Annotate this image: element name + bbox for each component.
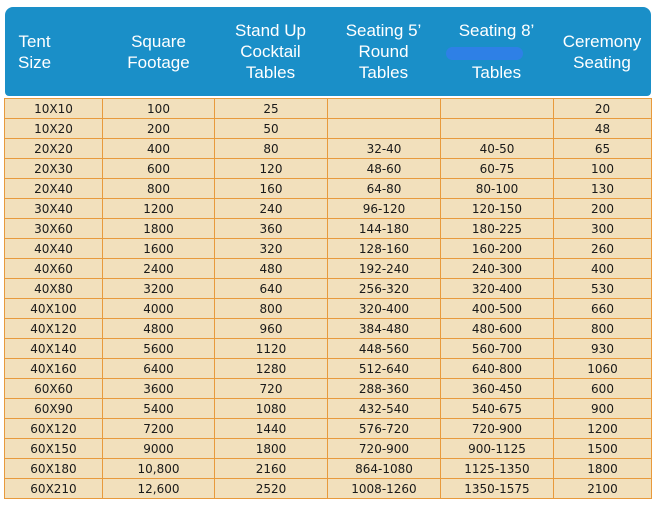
- table-row: [5, 239, 652, 259]
- cell-seating-8-tables: 360-450: [441, 379, 554, 399]
- cell-square-footage: 1200: [103, 199, 215, 219]
- cell-seating-5-round: 864-1080: [328, 459, 441, 479]
- cell-cocktail-tables: 320: [215, 239, 328, 259]
- cell-ceremony-seating: 660: [554, 299, 652, 319]
- cell-square-footage: 7200: [103, 419, 215, 439]
- cell-tent-size: 40X160: [5, 359, 103, 379]
- cell-seating-8-tables: 320-400: [441, 279, 554, 299]
- header-square-footage: Square Footage: [127, 31, 190, 72]
- cell-tent-size: 30X60: [5, 219, 103, 239]
- tent-capacity-table: [4, 98, 652, 499]
- cell-seating-5-round: 288-360: [328, 379, 441, 399]
- table-row: [5, 419, 652, 439]
- table-row: [5, 179, 652, 199]
- cell-square-footage: 4800: [103, 319, 215, 339]
- table-body: [5, 99, 652, 499]
- cell-ceremony-seating: 930: [554, 339, 652, 359]
- cell-ceremony-seating: 1500: [554, 439, 652, 459]
- cell-tent-size: 40X120: [5, 319, 103, 339]
- cell-seating-5-round: 1008-1260: [328, 479, 441, 499]
- cell-seating-8-tables: 160-200: [441, 239, 554, 259]
- table-row: [5, 119, 652, 139]
- cell-ceremony-seating: 100: [554, 159, 652, 179]
- cell-cocktail-tables: 25: [215, 99, 328, 119]
- cell-ceremony-seating: 800: [554, 319, 652, 339]
- header-tent-size: Tent Size: [18, 31, 52, 72]
- cell-seating-5-round: 144-180: [328, 219, 441, 239]
- cell-cocktail-tables: 1280: [215, 359, 328, 379]
- cell-seating-5-round: 320-400: [328, 299, 441, 319]
- cell-cocktail-tables: 2520: [215, 479, 328, 499]
- cell-cocktail-tables: 240: [215, 199, 328, 219]
- table-row: [5, 259, 652, 279]
- cell-tent-size: 60X150: [5, 439, 103, 459]
- cell-seating-5-round: [328, 99, 441, 119]
- table-row: [5, 279, 652, 299]
- cell-tent-size: 10X10: [5, 99, 103, 119]
- cell-seating-5-round: 32-40: [328, 139, 441, 159]
- table-row: [5, 219, 652, 239]
- cell-seating-5-round: 128-160: [328, 239, 441, 259]
- cell-seating-8-tables: 60-75: [441, 159, 554, 179]
- cell-cocktail-tables: 80: [215, 139, 328, 159]
- table-row: [5, 319, 652, 339]
- redaction-blot: [446, 47, 523, 60]
- cell-tent-size: 60X210: [5, 479, 103, 499]
- cell-seating-5-round: 512-640: [328, 359, 441, 379]
- table-row: [5, 439, 652, 459]
- cell-cocktail-tables: 1120: [215, 339, 328, 359]
- cell-cocktail-tables: 2160: [215, 459, 328, 479]
- cell-tent-size: 30X40: [5, 199, 103, 219]
- table-row: [5, 359, 652, 379]
- cell-ceremony-seating: 260: [554, 239, 652, 259]
- cell-seating-5-round: 576-720: [328, 419, 441, 439]
- cell-square-footage: 9000: [103, 439, 215, 459]
- table-row: [5, 199, 652, 219]
- cell-square-footage: 100: [103, 99, 215, 119]
- cell-square-footage: 200: [103, 119, 215, 139]
- cell-seating-8-tables: 560-700: [441, 339, 554, 359]
- table-row: [5, 459, 652, 479]
- table-row: [5, 399, 652, 419]
- cell-ceremony-seating: 1060: [554, 359, 652, 379]
- cell-seating-8-tables: [441, 119, 554, 139]
- cell-tent-size: 40X60: [5, 259, 103, 279]
- cell-tent-size: 60X90: [5, 399, 103, 419]
- cell-cocktail-tables: 960: [215, 319, 328, 339]
- header-ceremony-seating: Ceremony Seating: [562, 31, 642, 72]
- cell-square-footage: 1600: [103, 239, 215, 259]
- table-row: [5, 139, 652, 159]
- cell-tent-size: 60X60: [5, 379, 103, 399]
- cell-seating-8-tables: 80-100: [441, 179, 554, 199]
- cell-cocktail-tables: 720: [215, 379, 328, 399]
- cell-seating-8-tables: 480-600: [441, 319, 554, 339]
- cell-seating-5-round: 64-80: [328, 179, 441, 199]
- table-row: [5, 299, 652, 319]
- cell-cocktail-tables: 1440: [215, 419, 328, 439]
- cell-tent-size: 60X180: [5, 459, 103, 479]
- cell-square-footage: 10,800: [103, 459, 215, 479]
- cell-cocktail-tables: 120: [215, 159, 328, 179]
- cell-ceremony-seating: 48: [554, 119, 652, 139]
- cell-seating-8-tables: 240-300: [441, 259, 554, 279]
- cell-ceremony-seating: 130: [554, 179, 652, 199]
- cell-tent-size: 10X20: [5, 119, 103, 139]
- cell-seating-5-round: 448-560: [328, 339, 441, 359]
- cell-seating-8-tables: 180-225: [441, 219, 554, 239]
- cell-seating-8-tables: 900-1125: [441, 439, 554, 459]
- cell-tent-size: 40X140: [5, 339, 103, 359]
- cell-seating-5-round: 48-60: [328, 159, 441, 179]
- cell-seating-5-round: 192-240: [328, 259, 441, 279]
- cell-tent-size: 20X20: [5, 139, 103, 159]
- table-row: [5, 379, 652, 399]
- cell-square-footage: 5600: [103, 339, 215, 359]
- cell-cocktail-tables: 640: [215, 279, 328, 299]
- cell-cocktail-tables: 480: [215, 259, 328, 279]
- cell-ceremony-seating: 600: [554, 379, 652, 399]
- cell-cocktail-tables: 1080: [215, 399, 328, 419]
- cell-cocktail-tables: 800: [215, 299, 328, 319]
- cell-ceremony-seating: 900: [554, 399, 652, 419]
- cell-cocktail-tables: 1800: [215, 439, 328, 459]
- table-row: [5, 339, 652, 359]
- cell-square-footage: 2400: [103, 259, 215, 279]
- cell-square-footage: 800: [103, 179, 215, 199]
- cell-ceremony-seating: 1200: [554, 419, 652, 439]
- cell-ceremony-seating: 400: [554, 259, 652, 279]
- cell-tent-size: 20X30: [5, 159, 103, 179]
- cell-square-footage: 1800: [103, 219, 215, 239]
- cell-ceremony-seating: 530: [554, 279, 652, 299]
- cell-seating-8-tables: 1350-1575: [441, 479, 554, 499]
- cell-ceremony-seating: 1800: [554, 459, 652, 479]
- table-row: [5, 479, 652, 499]
- header-seating-8-tables: [440, 7, 553, 96]
- cell-seating-5-round: [328, 119, 441, 139]
- cell-seating-8-tables: 40-50: [441, 139, 554, 159]
- header-cocktail-tables: Stand Up Cocktail Tables: [235, 21, 306, 82]
- cell-seating-8-tables: 540-675: [441, 399, 554, 419]
- cell-square-footage: 6400: [103, 359, 215, 379]
- cell-seating-5-round: 256-320: [328, 279, 441, 299]
- cell-ceremony-seating: 2100: [554, 479, 652, 499]
- cell-square-footage: 400: [103, 139, 215, 159]
- cell-seating-8-tables: 720-900: [441, 419, 554, 439]
- cell-cocktail-tables: 360: [215, 219, 328, 239]
- cell-seating-8-tables: [441, 99, 554, 119]
- table-header: [5, 7, 651, 96]
- header-seating-8-label: Seating 8’ Tables: [458, 21, 535, 82]
- cell-tent-size: 40X40: [5, 239, 103, 259]
- cell-seating-8-tables: 400-500: [441, 299, 554, 319]
- cell-square-footage: 5400: [103, 399, 215, 419]
- cell-square-footage: 4000: [103, 299, 215, 319]
- cell-seating-5-round: 432-540: [328, 399, 441, 419]
- header-seating-5-round: Seating 5’ Round Tables: [345, 21, 422, 82]
- cell-tent-size: 40X100: [5, 299, 103, 319]
- cell-tent-size: 20X40: [5, 179, 103, 199]
- cell-seating-5-round: 720-900: [328, 439, 441, 459]
- cell-seating-8-tables: 1125-1350: [441, 459, 554, 479]
- cell-cocktail-tables: 50: [215, 119, 328, 139]
- cell-tent-size: 60X120: [5, 419, 103, 439]
- cell-ceremony-seating: 200: [554, 199, 652, 219]
- cell-square-footage: 3600: [103, 379, 215, 399]
- cell-seating-8-tables: 120-150: [441, 199, 554, 219]
- cell-square-footage: 3200: [103, 279, 215, 299]
- cell-ceremony-seating: 65: [554, 139, 652, 159]
- cell-ceremony-seating: 300: [554, 219, 652, 239]
- cell-cocktail-tables: 160: [215, 179, 328, 199]
- cell-seating-5-round: 96-120: [328, 199, 441, 219]
- cell-ceremony-seating: 20: [554, 99, 652, 119]
- cell-seating-5-round: 384-480: [328, 319, 441, 339]
- cell-tent-size: 40X80: [5, 279, 103, 299]
- cell-seating-8-tables: 640-800: [441, 359, 554, 379]
- cell-square-footage: 12,600: [103, 479, 215, 499]
- table-row: [5, 99, 652, 119]
- cell-square-footage: 600: [103, 159, 215, 179]
- table-row: [5, 159, 652, 179]
